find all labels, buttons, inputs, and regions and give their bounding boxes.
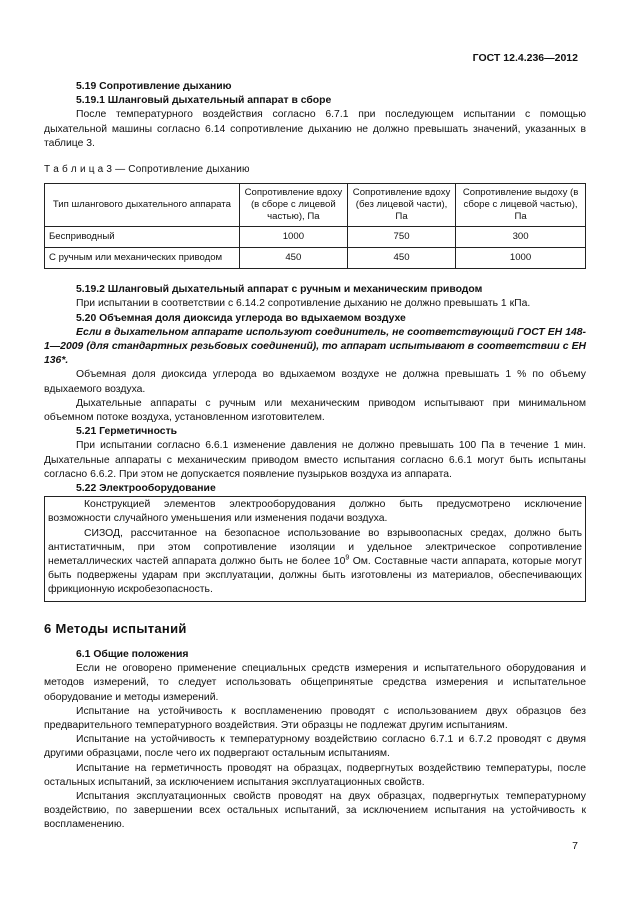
section-6-title: 6 Методы испытаний <box>44 620 187 636</box>
exponent: 9 <box>345 554 350 562</box>
section-5-21-text: При испытании согласно 6.6.1 изменение давления не должно превышать 100 Па в течение 1 мин. Дыхательные аппараты с механическим приводом вместо испытания согласно 6.6.1 могут быть испытаны согласно 6.6.2. При этом не допускается появление пузырьков воздуха из аппарата. <box>44 440 586 480</box>
section-6-1-p3: Испытание на устойчивость к температурному воздействию согласно 6.7.1 и 6.7.2 проводят с двумя другими образцами, после чего их подвергают остальным испытаниям. <box>44 734 586 760</box>
table-cell: 300 <box>456 227 586 248</box>
section-5-22-p2-end: Ом. Составные части аппарата, которые могут быть подвержены ударам при эксплуатации, должны быть изготовлены из материалов, обеспечивающих фрикционную искробезопасность. <box>48 556 582 596</box>
table-cell: Бесприводный <box>45 227 240 248</box>
table-cell: 1000 <box>456 248 586 269</box>
resistance-table <box>44 183 586 269</box>
section-6-1-p4: Испытание на герметичность проводят на образцах, подвергнутых воздействию температуры, после остальных испытаний, за исключением испытания эксплуатационных свойств. <box>44 762 586 788</box>
section-5-22-p2-start: СИЗОД, рассчитанное на безопасное использование во взрывоопасных средах, должно быть антистатичным, при этом сопротивление изоляции и удельное электрическое сопротивление неметаллических частей аппарата должно быть не более 10 <box>48 527 582 568</box>
section-5-20-note: Если в дыхательном аппарате используют соединитель, не соответствующий ГОСТ ЕН 148-1—2009 (для стандартных резьбовых соединений), то аппарат испытывают в соответствии с ЕН 136*. <box>44 326 586 367</box>
table-cell: 450 <box>239 248 347 269</box>
section-5-19-1-title: 5.19.1 Шланговый дыхательный аппарат в сборе <box>76 95 332 107</box>
table-cell: 1000 <box>239 227 347 248</box>
section-5-22-title: 5.22 Электрооборудование <box>76 483 216 495</box>
section-5-22-box <box>44 496 586 601</box>
table-header-cell: Сопротивление выдоху (в сборе с лицевой частью), Па <box>456 184 586 227</box>
table-header-cell: Сопротивление вдоху (без лицевой части), Па <box>347 184 455 227</box>
section-6-1-p1: Если не оговорено применение специальных средств измерения и испытательного оборудования и методов измерений, то следует использовать общепринятые средства измерения и испытательное оборудование и методы измерений. <box>44 663 586 703</box>
table-cell: 450 <box>347 248 455 269</box>
section-6-1-p2: Испытание на устойчивость к воспламенению проводят с использованием двух образцов без предварительного температурного воздействия. Эти образцы не подлежат другим испытаниям. <box>44 705 586 731</box>
table-row <box>45 248 586 269</box>
section-6-1-title: 6.1 Общие положения <box>76 648 189 660</box>
document-header: ГОСТ 12.4.236—2012 <box>472 52 578 64</box>
page-number: 7 <box>572 840 578 852</box>
section-5-19-1-text: После температурного воздействия согласно 6.7.1 при последующем испытании с помощью дыхательной машины согласно 6.14 сопротивление дыханию не должно превышать значений, указанных в таблице 3. <box>44 109 586 149</box>
table-cell: 750 <box>347 227 455 248</box>
section-6-1-p5: Испытания эксплуатационных свойств проводят на двух образцах, подвергнутых температурному воздействию, по завершении всех остальных испытаний, за исключением испытания на устойчивость к воспламенению. <box>44 790 586 831</box>
table-header-cell: Сопротивление вдоху (в сборе с лицевой частью), Па <box>239 184 347 227</box>
table-row <box>45 227 586 248</box>
section-5-20-p2: Дыхательные аппараты с ручным или механическим приводом испытывают при минимальном объемном потоке воздуха, установленном изготовителем. <box>44 397 586 424</box>
section-5-22-p1: Конструкцией элементов электрооборудования должно быть предусмотрено исключение возможности случайного уменьшения или изменения подачи воздуха. <box>48 499 582 525</box>
table-header-row <box>45 184 586 227</box>
section-5-21-title: 5.21 Герметичность <box>76 426 178 438</box>
section-5-19-2-text: При испытании в соответствии с 6.14.2 сопротивление дыханию не должно превышать 1 кПа. <box>76 298 531 310</box>
table-cell: С ручным или механических приводом <box>45 248 240 269</box>
table-header-cell: Тип шлангового дыхательного аппарата <box>45 184 240 227</box>
section-5-22-p2 <box>48 527 582 598</box>
section-5-20-p1: Объемная доля диоксида углерода во вдыхаемом воздухе не должна превышать 1 % по объему вдыхаемого воздуха. <box>44 369 586 395</box>
section-5-19-2-title: 5.19.2 Шланговый дыхательный аппарат с ручным и механическим приводом <box>76 284 483 296</box>
table-caption: Т а б л и ц а 3 — Сопротивление дыханию <box>44 164 250 176</box>
section-5-20-title: 5.20 Объемная доля диоксида углерода во вдыхаемом воздухе <box>76 312 406 324</box>
page-content <box>44 80 586 833</box>
section-5-19-title: 5.19 Сопротивление дыханию <box>76 81 232 92</box>
